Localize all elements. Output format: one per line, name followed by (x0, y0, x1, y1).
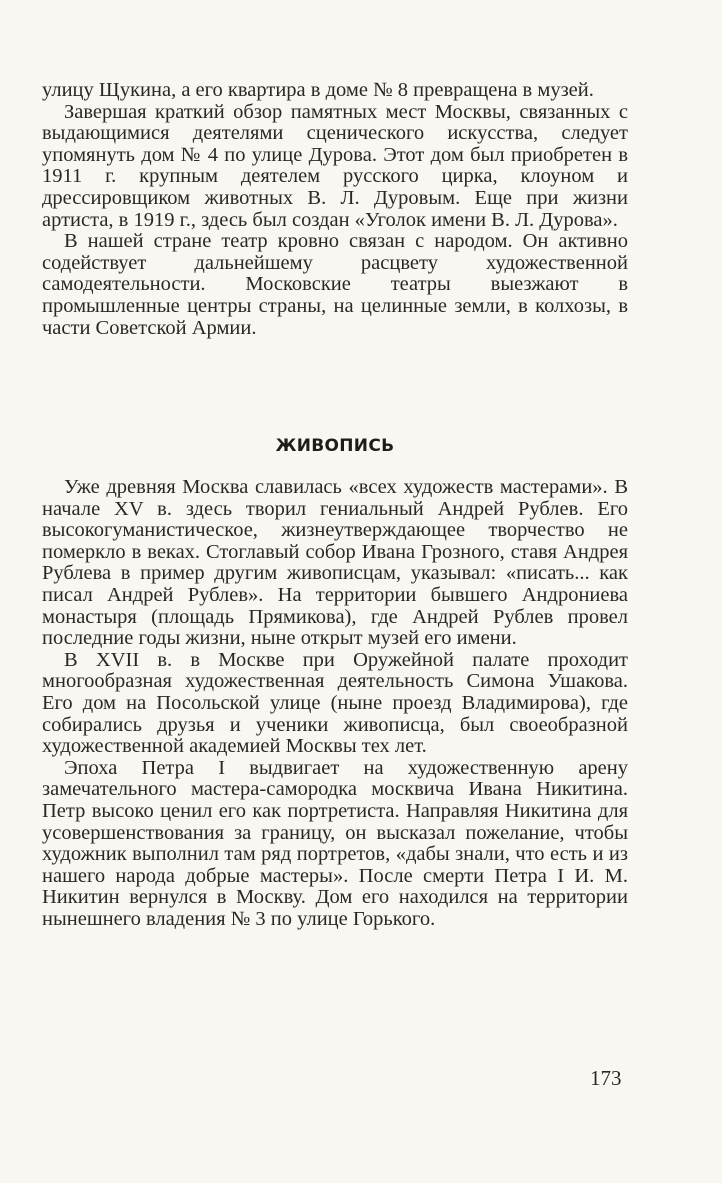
paragraph: Эпоха Петра I выдвигает на художественную арену замечательного мастера-самородка москвича Ивана Никитина. Петр высоко ценил его как портретиста. Направляя Никитина для усовершенствования за границу, он высказал пожелание, чтобы художник выполнил там ряд портретов, «дабы знали, что есть и из нашего народа добрые мастеры». После смерти Петра I И. М. Никитин вернулся в Москву. Дом его находился на территории нынешнего владения № 3 по улице Горького. (42, 756, 628, 930)
paragraph: В нашей стране театр кровно связан с народом. Он активно содействует дальнейшему расцвету художественной самодеятельности. Московские театры выезжают в промышленные центры страны, на целинные земли, в колхозы, в части Советской Армии. (42, 230, 628, 339)
paragraph: улицу Щукина, а его квартира в доме № 8 превращена в музей. (42, 79, 594, 101)
page-number: 173 (590, 1066, 622, 1090)
paragraph: Завершая краткий обзор памятных мест Москвы, связанных с выдающимися деятелями сценического искусства, следует упомянуть дом № 4 по улице Дурова. Этот дом был приобретен в 1911 г. крупным деятелем русского цирка, клоуном и дрессировщиком животных В. Л. Дуровым. Еще при жизни артиста, в 1919 г., здесь был создан «Уголок имени В. Л. Дурова». (42, 100, 628, 231)
paragraph: Уже древняя Москва славилась «всех художеств мастерами». В начале XV в. здесь творил гениальный Андрей Рублев. Его высокогуманистическое, жизнеутверждающее творчество не померкло в веках. Стоглавый собор Ивана Грозного, ставя Андрея Рублева в пример другим живописцам, указывал: «писать... как писал Андрей Рублев». На территории бывшего Андрониева монастыря (площадь Прямикова), где Андрей Рублев провел последние годы жизни, ныне открыт музей его имени. (42, 476, 628, 650)
text-block-painting (42, 477, 628, 930)
paragraph: В XVII в. в Москве при Оружейной палате проходит многообразная художественная деятельность Симона Ушакова. Его дом на Посольской улице (ныне проезд Владимирова), где собирались друзья и ученики живописца, был своеобразной художественной академией Москвы тех лет. (42, 648, 628, 758)
section-heading: ЖИВОПИСЬ (275, 436, 395, 456)
text-block-theatre (42, 80, 628, 339)
